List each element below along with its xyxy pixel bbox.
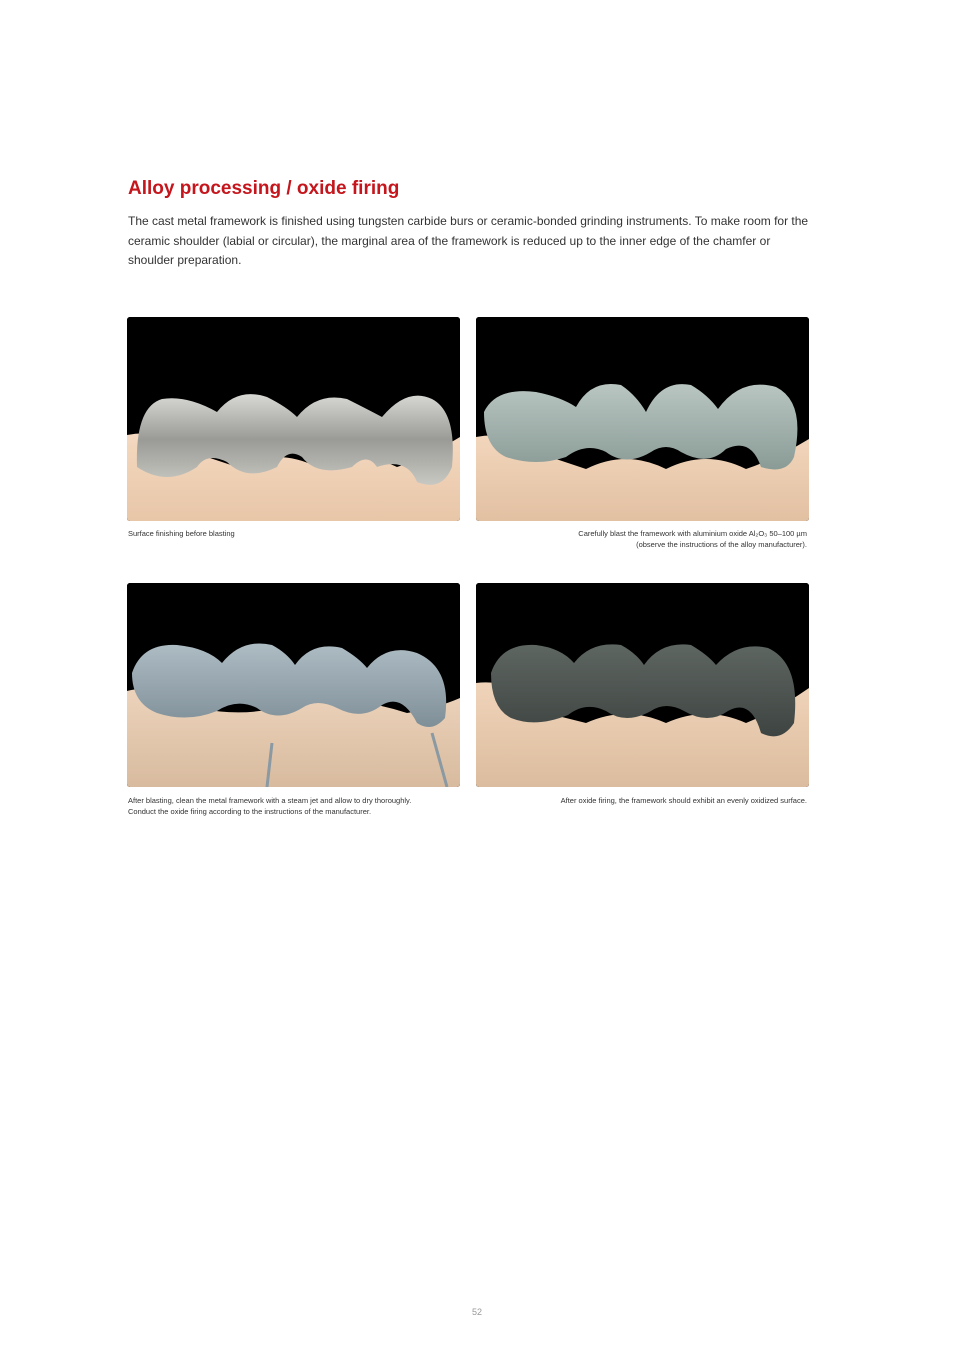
caption-line: Surface finishing before blasting bbox=[128, 529, 235, 538]
caption-line: After oxide firing, the framework should exhibit an evenly oxidized surface. bbox=[560, 796, 807, 805]
dental-framework-blasted-image bbox=[476, 317, 809, 521]
dental-framework-oxidized-image bbox=[476, 583, 809, 787]
photo-after-blasting bbox=[476, 317, 809, 521]
section-title: Alloy processing / oxide firing bbox=[128, 178, 400, 199]
photo-after-oxide-firing bbox=[476, 583, 809, 787]
caption-line: Carefully blast the framework with aluminium oxide Al₂O₃ 50–100 µm bbox=[578, 529, 807, 538]
page-number: 52 bbox=[471, 1307, 482, 1317]
photo-steam-cleaned bbox=[127, 583, 460, 787]
caption-line: (observe the instructions of the alloy manufacturer). bbox=[636, 540, 807, 549]
intro-paragraph: The cast metal framework is finished using tungsten carbide burs or ceramic-bonded grinding instruments. To make room for the ceramic shoulder (labial or circular), the marginal area of the framework is reduced up to the inner edge of the chamfer or shoulder preparation. bbox=[128, 214, 809, 267]
caption-line: After blasting, clean the metal framework with a steam jet and allow to dry thoroughly. bbox=[128, 796, 412, 805]
caption-blasting bbox=[476, 528, 807, 550]
dental-framework-metal-image bbox=[127, 317, 460, 521]
caption-line: Conduct the oxide firing according to the instructions of the manufacturer. bbox=[128, 807, 372, 816]
caption-oxide-firing bbox=[476, 795, 807, 806]
caption-surface-finishing bbox=[128, 528, 458, 539]
photo-surface-finishing bbox=[127, 317, 460, 521]
dental-framework-cleaned-image bbox=[127, 583, 460, 787]
caption-steam-cleaning bbox=[128, 795, 458, 817]
